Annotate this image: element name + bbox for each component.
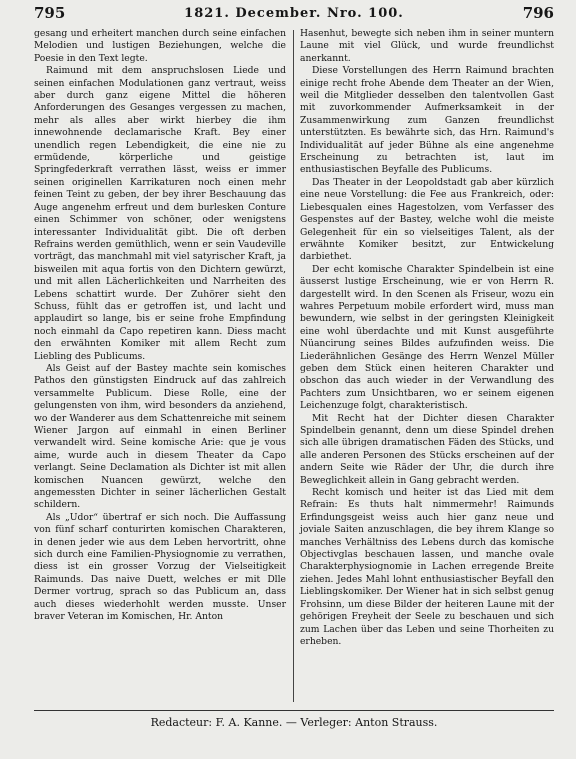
paragraph: Recht komisch und heiter ist das Lied mit dem Refrain: Es thuts halt nimmermehr! Raimunds Erfindungsgeist weiss auch hier ganz neue und joviale Saiten anzuschlagen, die bey ihrem Klange so manches Verhältniss des Lebens durch das komische Objectivglas beschauen lassen, und manche ovale Charakterphysiognomie in Lachen erregende Breite ziehen. Jedes Mahl lohnt enthusiastischer Beyfall den Lieblingskomiker. Der Wiener hat in sich selbst genug Frohsinn, um diese Bilder der heiteren Laune mit der gehörigen Freyheit der Seele zu beschauen und sich zum Lachen über das Leben und seine Thorheiten zu erheben.	[300, 487, 554, 647]
paragraph: Diese Vorstellungen des Herrn Raimund brachten einige recht frohe Abende dem Theater an der Wien, weil die Mitglieder desselben den talentvollen Gast mit zuvorkommender Aufmerksamkeit in der Zusammenwirkung zum Ganzen freundlichst unterstützten. Es bewährte sich, das Hrn. Raimund's Individualität auf jeder Bühne als eine angenehme Erscheinung zu betrachten ist, laut im enthusiastischen Beyfalle des Publicums.	[300, 65, 554, 176]
page-number-right: 796	[522, 4, 554, 22]
page-number-left: 795	[34, 4, 66, 22]
paragraph: Als Geist auf der Bastey machte sein komisches Pathos den günstigsten Eindruck auf das zahlreich versammelte Publicum. Diese Rolle, eine der gelungensten von ihm, wird besonders da anziehend, wo der Wanderer aus dem Schattenreiche mit seinem Wiener Jargon auf einmahl in einen Berliner verwandelt wird. Seine komische Arie: que je vous aime, wurde auch in diesem Theater da Capo verlangt. Seine Declamation als Dichter ist mit allen komischen Nuancen gewürzt, welche den angemessten Dichter in seiner lächerlichen Gestalt schildern.	[34, 362, 286, 511]
paragraph: Hasenhut, bewegte sich neben ihm in seiner muntern Laune mit viel Glück, und wurde freundlichst anerkannt.	[300, 28, 554, 64]
page-header	[34, 4, 554, 26]
paragraph: Das Theater in der Leopoldstadt gab aber kürzlich eine neue Vorstellung: die Fee aus Frankreich, oder: Liebesqualen eines Hagestolzen, vom Verfasser des Gespenstes auf der Bastey, welche wohl die meiste Gelegenheit für ein so vielseitiges Talent, als der erwähnte Komiker besitzt, zur Entwickelung darbiethet.	[300, 176, 554, 263]
footer-rule	[34, 710, 554, 711]
column-divider	[293, 30, 294, 702]
issue-title: 1821. December. Nro. 100.	[184, 6, 404, 21]
paragraph: Als „Udor“ übertraf er sich noch. Die Auffassung von fünf scharf conturirten komischen Charakteren, in denen jeder wie aus dem Leben hervortritt, ohne sich durch eine Familien-Physiognomie zu verrathen, diess ist ein grosser Vorzug der Vielseitigkeit Raimunds. Das naive Duett, welches er mit Dlle Dermer vortrug, sprach so das Publicum an, dass auch dieses wiederhohlt werden musste. Unser braver Veteran im Komischen, Hr. Anton	[34, 511, 286, 623]
paragraph: Der echt komische Charakter Spindelbein ist eine äusserst lustige Erscheinung, wie er von Herrn R. dargestellt wird. In den Scenen als Friseur, wozu ein wahres Perpetuum mobile erfordert wird, muss man bewundern, wie selbst in der geringsten Kleinigkeit eine wohl überdachte und mit Kunst ausgeführte Nüancirung seines Bildes aufzufinden weiss. Die Liederähnlichen Gesänge des Herrn Wenzel Müller geben dem Stück einen heiteren Charakter und obschon das auch wieder in der Verwandlung des Pachters zum Unsichtbaren, wo er seinem eigenen Leichenzuge folgt, charakteristisch.	[300, 263, 554, 412]
right-column	[300, 28, 554, 648]
paragraph: gesang und erheitert manchen durch seine einfachen Melodien und lustigen Beziehungen, welche die Poesie in den Text legte.	[34, 28, 286, 64]
paragraph: Mit Recht hat der Dichter diesen Charakter Spindelbein genannt, denn um diese Spindel drehen sich alle übrigen dramatischen Fäden des Stücks, und alle anderen Personen des Stücks erscheinen auf der andern Seite wie Räder der Uhr, die durch ihre Beweglichkeit allein in Gang gebracht werden.	[300, 412, 554, 486]
imprint: Redacteur: F. A. Kanne. — Verleger: Anton Strauss.	[150, 716, 438, 729]
paragraph: Raimund mit dem anspruchslosen Liede und seinen einfachen Modulationen ganz vertraut, weiss aber durch ganz eigene Mittel die höheren Anforderungen des Gesanges vergessen zu machen, mehr als alles aber wirkt hierbey die ihm innewohnende declamarische Kraft. Bey einer unendlich regen Lebendigkeit, die eine nie zu ermüdende, körperliche und geistige Springfederkraft verrathen lässt, weiss er immer seinen originellen Karrikaturen noch einen mehr feinen Teint zu geben, der bey ihrer Beschauung das Auge angenehm erfreut und dem burlesken Conture einen Schimmer von schöner, oder wenigstens interessanter Individualität gibt. Die oft derben Refrains werden gemüthlich, wenn er sein Vaudeville vorträgt, das manchmahl mit viel satyrischer Kraft, ja bisweilen mit aqua fortis von den Dichtern gewürzt, und mit allen Lächerlichkeiten und Narrheiten des Lebens schattirt wurde. Der Zuhörer sieht den Schuss, fühlt das er getroffen ist, und lacht und applaudirt so lange, bis er seine frohe Empfindung noch einmahl da Capo repetiren kann. Diess macht den erwähnten Komiker mit allem Recht zum Liebling des Publicums.	[34, 65, 286, 362]
left-column	[34, 28, 286, 624]
